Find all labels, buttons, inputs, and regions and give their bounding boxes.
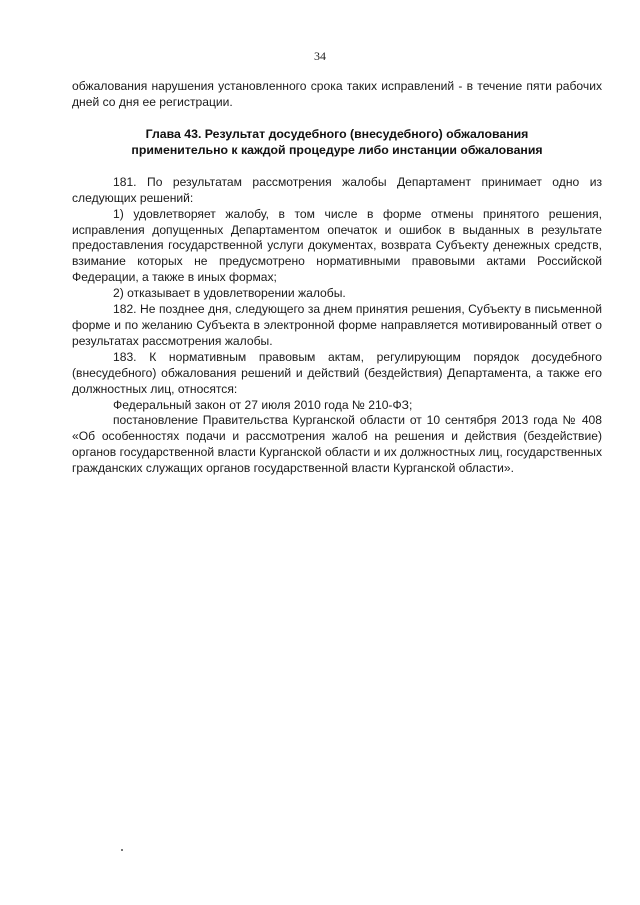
federal-law-reference: Федеральный закон от 27 июля 2010 года № 210-ФЗ;	[113, 397, 413, 412]
paragraph-182: 182. Не позднее дня, следующего за днем принятия решения, Субъекту в письменной форме и по желанию Субъекта в электронной форме направляется мотивированный ответ о результатах рассмотрения жалобы.	[72, 302, 602, 348]
document-body	[72, 79, 602, 477]
scan-dot-mark	[121, 849, 123, 851]
chapter-heading-line-1: Глава 43. Результат досудебного (внесудебного) обжалования	[145, 126, 529, 141]
regional-resolution-reference: постановление Правительства Курганской области от 10 сентября 2013 года № 408 «Об особенностях подачи и рассмотрения жалоб на решения и действия (бездействие) органов государственной власти Курганской области и их должностных лиц, государственных гражданских служащих органов государственной власти Курганской области».	[72, 413, 602, 476]
paragraph-181: 181. По результатам рассмотрения жалобы Департамент принимает одно из следующих решений:	[72, 174, 602, 205]
chapter-heading	[72, 126, 602, 158]
page-number: 34	[314, 49, 326, 63]
paragraph-183: 183. К нормативным правовым актам, регулирующим порядок досудебного (внесудебного) обжалования решений и действий (бездействия) Департамента, а также его должностных лиц, относятся:	[72, 349, 602, 396]
paragraph-181-item-1: 1) удовлетворяет жалобу, в том числе в форме отмены принятого решения, исправления допущенных Департаментом опечаток и ошибок в выданных в результате предоставления государственной услуги документах, возврата Субъекту денежных средств, взимание которых не предусмотрено нормативными правовыми актами Российской Федерации, а также в иных формах;	[72, 206, 602, 285]
chapter-heading-line-2: применительно к каждой процедуре либо инстанции обжалования	[131, 142, 543, 157]
intro-paragraph: обжалования нарушения установленного срока таких исправлений - в течение пяти рабочих дней со дня ее регистрации.	[72, 79, 602, 109]
paragraph-181-item-2: 2) отказывает в удовлетворении жалобы.	[113, 286, 346, 301]
